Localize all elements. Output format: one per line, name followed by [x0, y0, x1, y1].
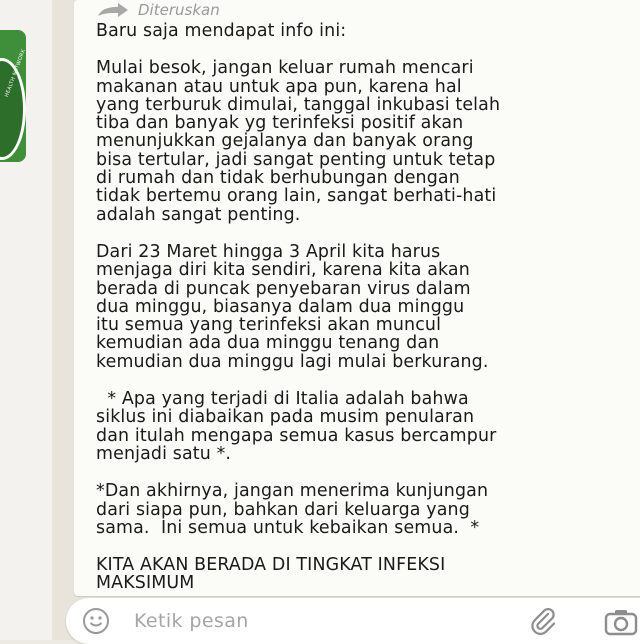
- message-line: MAKSIMUM: [96, 573, 195, 594]
- message-line: berada di puncak penyebaran virus dalam: [96, 278, 471, 299]
- message-line: adalah sangat penting.: [96, 204, 301, 225]
- message-line: * Apa yang terjadi di Italia adalah bahwa: [96, 389, 469, 410]
- message-line: *Dan akhirnya, jangan menerima kunjungan: [96, 481, 489, 502]
- paragraph-gap: [96, 371, 640, 390]
- message-paragraph: [96, 390, 640, 463]
- message-line: siklus ini diabaikan pada musim penularan: [96, 407, 475, 428]
- logo-text: HEALTH NETWORK: [4, 48, 27, 99]
- message-line: dua minggu, biasanya dalam dua minggu: [96, 296, 465, 317]
- message-line: KITA AKAN BERADA DI TINGKAT INFEKSI: [96, 555, 446, 576]
- message-line: menunjukkan gejalanya dan banyak orang: [96, 131, 474, 152]
- message-line: tiba dan banyak yg terinfeksi positif akan: [96, 113, 464, 134]
- message-paragraph: [96, 59, 640, 224]
- message-line: sama. Ini semua untuk kebaikan semua. *: [96, 517, 480, 538]
- paragraph-gap: [96, 537, 640, 556]
- camera-icon[interactable]: [604, 608, 638, 636]
- message-line: Dari 23 Maret hingga 3 April kita harus: [96, 241, 441, 262]
- forwarded-label: Diteruskan: [138, 1, 220, 19]
- message-paragraph: [96, 243, 640, 371]
- message-text: [96, 22, 640, 593]
- paperclip-icon[interactable]: [528, 606, 558, 636]
- message-line: menjadi satu *.: [96, 443, 232, 464]
- message-line: bisa tertular, jadi sangat penting untuk tetap: [96, 149, 496, 170]
- message-line: di rumah dan tidak berhubungan dengan: [96, 168, 460, 189]
- left-panel: [0, 0, 52, 640]
- message-line: dari siapa pun, bahkan dari keluarga yang: [96, 499, 470, 520]
- message-paragraph: [96, 22, 640, 40]
- paragraph-gap: [96, 40, 640, 59]
- message-line: kemudian ada dua minggu tenang dan: [96, 333, 440, 354]
- message-input[interactable]: Ketik pesan: [134, 610, 249, 632]
- message-paragraph: [96, 556, 640, 593]
- message-line: Baru saja mendapat info ini:: [96, 21, 347, 41]
- message-line: itu semua yang terinfeksi akan muncul: [96, 315, 442, 336]
- message-line: tidak bertemu orang lain, sangat berhati-hati: [96, 186, 497, 207]
- paragraph-gap: [96, 224, 640, 243]
- message-line: Mulai besok, jangan keluar rumah mencari: [96, 58, 474, 79]
- paragraph-gap: [96, 463, 640, 482]
- message-line: yang terburuk dimulai, tanggal inkubasi telah: [96, 94, 501, 115]
- message-line: dan itulah mengapa semua kasus bercampur: [96, 425, 497, 446]
- message-line: makanan atau untuk apa pun, karena hal: [96, 76, 462, 97]
- message-composer[interactable]: [66, 598, 640, 644]
- emoji-icon[interactable]: [82, 607, 110, 635]
- forward-arrow-icon: [96, 2, 130, 18]
- message-line: menjaga diri kita sendiri, karena kita akan: [96, 260, 470, 281]
- message-line: kemudian dua minggu lagi mulai berkurang.: [96, 351, 489, 372]
- forwarded-message-bubble[interactable]: [74, 0, 640, 596]
- message-paragraph: [96, 482, 640, 537]
- forwarded-indicator: [96, 1, 220, 19]
